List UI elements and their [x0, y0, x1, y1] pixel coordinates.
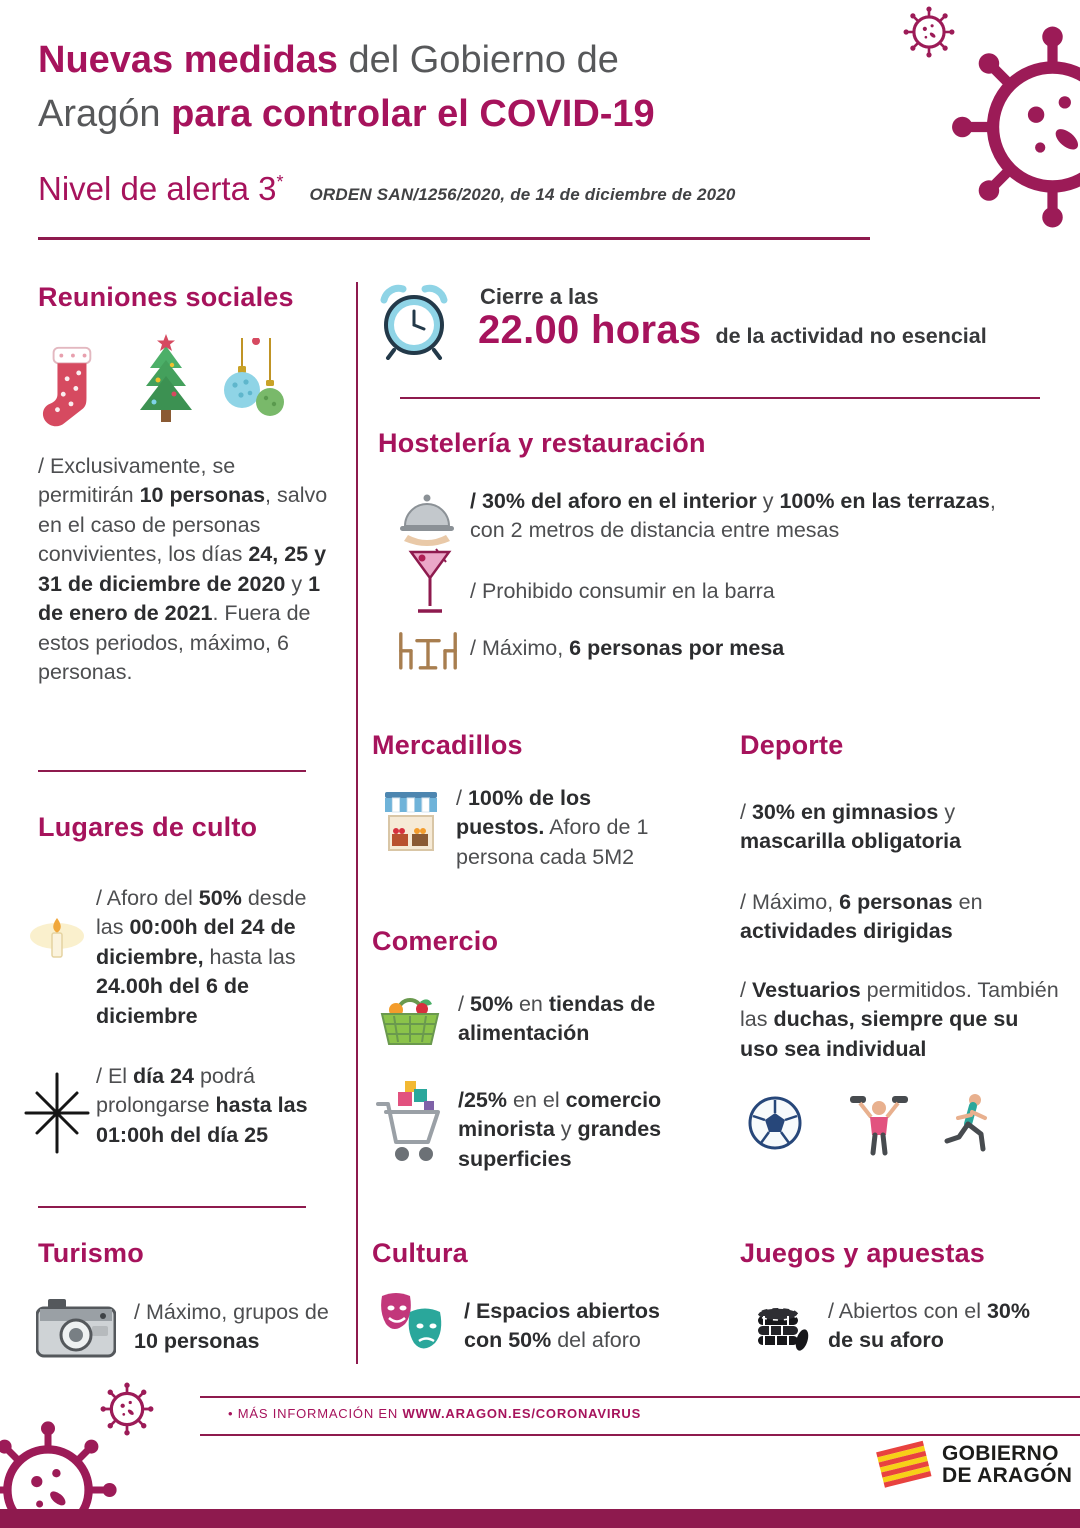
sport-gyms-text: / 30% en gimnasios y mascarilla obligatoria	[740, 800, 962, 854]
footer-bullet: •	[228, 1406, 234, 1421]
page-title-line2: Aragón para controlar el COVID-19	[38, 92, 655, 135]
divider	[38, 1206, 306, 1208]
section-mercadillos-heading: Mercadillos	[372, 730, 523, 760]
cocktail-icon	[408, 548, 452, 620]
markets-text: / 100% de los puestos. Aforo de 1 persona cada 5M2	[456, 786, 649, 869]
footer-rule-bottom	[200, 1434, 1080, 1436]
christmas-tree-icon	[128, 332, 204, 432]
sport-groups-text: / Máximo, 6 personas en actividades dirigidas	[740, 890, 983, 944]
section-reuniones-heading: Reuniones sociales	[38, 282, 294, 312]
divider	[400, 397, 1040, 399]
grocery-basket-icon	[378, 986, 442, 1048]
poker-chips-icon	[750, 1292, 812, 1354]
page-title	[38, 34, 888, 142]
theater-masks-icon	[376, 1290, 450, 1360]
cloche-icon	[398, 490, 456, 546]
gambling-text: / Abiertos con el 30% de su aforo	[828, 1299, 1030, 1353]
footer-info-prefix: MÁS INFORMACIÓN EN	[237, 1406, 403, 1421]
alarm-clock-icon	[376, 280, 452, 360]
sparkle-star-icon	[20, 1072, 94, 1154]
gobierno-aragon-logo	[876, 1440, 1072, 1490]
column-divider	[356, 282, 358, 1364]
commerce-retail-text: /25% en el comercio minorista y grandes superficies	[458, 1088, 662, 1171]
footer-rule-top	[200, 1396, 1080, 1398]
aragon-flag-icon	[876, 1440, 932, 1490]
weightlifter-icon	[848, 1090, 910, 1156]
hospitality-bar-text: / Prohibido consumir en la barra	[470, 579, 775, 603]
worship-hours-text: / Aforo del 50% desde las 00:00h del 24 de diciembre, hasta las 24.00h del 6 de diciembre	[96, 886, 307, 1028]
bottom-bar	[0, 1509, 1080, 1528]
virus-icon	[950, 22, 1080, 232]
closing-lead: Cierre a las	[480, 284, 599, 309]
section-cultura-heading: Cultura	[372, 1238, 468, 1268]
alert-row	[38, 170, 736, 208]
section-hosteleria-heading: Hostelería y restauración	[378, 428, 706, 458]
commerce-food-text: / 50% en tiendas de alimentación	[458, 992, 656, 1046]
runner-icon	[942, 1092, 994, 1156]
footer-info	[228, 1406, 641, 1421]
section-deporte-heading: Deporte	[740, 730, 844, 760]
social-rules-text: / Exclusivamente, se permitirán 10 personas, salvo en el caso de personas convivientes, los días 24, 25 y 31 de diciembre de 2020 y 1 de enero de 2021. Fuera de estos periodos, máximo, 6 personas.	[38, 454, 328, 685]
closing-time: 22.00 horas	[478, 308, 702, 352]
hospitality-capacity-text: / 30% del aforo en el interior y 100% en las terrazas, con 2 metros de distancia entre mesas	[470, 489, 996, 543]
culture-text: / Espacios abiertos con 50% del aforo	[464, 1299, 660, 1353]
stocking-icon	[42, 340, 100, 432]
virus-icon	[903, 6, 955, 58]
closing-tail: de la actividad no esencial	[715, 324, 987, 348]
market-stall-icon	[382, 790, 440, 856]
candle-icon	[28, 912, 86, 964]
divider	[38, 770, 306, 772]
worship-dec24-text: / El día 24 podrá prolongarse hasta las 01:00h del día 25	[96, 1064, 308, 1147]
sport-lockers-text: / Vestuarios permitidos. También las duchas, siempre que su uso sea individual	[740, 978, 1059, 1061]
shopping-cart-icon	[374, 1080, 442, 1168]
alert-asterisk: *	[276, 172, 284, 192]
soccer-ball-icon	[748, 1096, 802, 1150]
page-title-line1: Nuevas medidas del Gobierno de	[38, 39, 619, 81]
hospitality-table-text: / Máximo, 6 personas por mesa	[470, 636, 785, 660]
section-turismo-heading: Turismo	[38, 1238, 144, 1268]
camera-icon	[36, 1294, 116, 1360]
section-juegos-heading: Juegos y apuestas	[740, 1238, 986, 1268]
tourism-text: / Máximo, grupos de 10 personas	[134, 1300, 329, 1354]
table-chairs-icon	[394, 626, 462, 674]
alert-level: Nivel de alerta 3*	[38, 170, 284, 207]
header-rule	[38, 237, 870, 240]
section-culto-heading: Lugares de culto	[38, 812, 258, 842]
order-reference: ORDEN SAN/1256/2020, de 14 de diciembre de 2020	[309, 185, 736, 204]
footer-info-url[interactable]: WWW.ARAGON.ES/CORONAVIRUS	[402, 1406, 642, 1421]
section-comercio-heading: Comercio	[372, 926, 499, 956]
gobierno-aragon-text: GOBIERNO DE ARAGÓN	[942, 1441, 1073, 1487]
closing-time-row	[478, 308, 987, 353]
baubles-icon	[222, 338, 290, 432]
